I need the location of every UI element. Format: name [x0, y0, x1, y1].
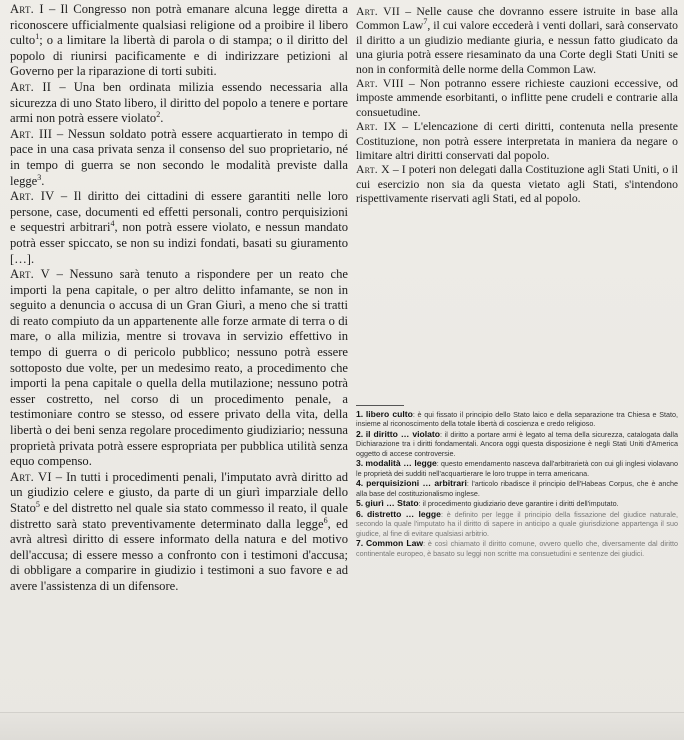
article-label: Art. I [10, 2, 44, 16]
footnote-text: : è così chiamato il diritto comune, ovvero quello che, diversamente dal diritto continentale europeo, è basato su leggi non scritte ma consuetudini e sentenze dei giudici. [356, 539, 678, 558]
footnote-ref: 6 [323, 515, 328, 525]
article-text: – Non potranno essere richieste cauzioni eccessive, od imposte ammende esorbitanti, o inflitte pene crudeli e contrarie alla consuetudine. [356, 77, 679, 119]
footnote-term: il diritto … violato [365, 428, 441, 439]
footnote [356, 499, 678, 508]
article-right_column-0 [356, 5, 678, 77]
article-text: – Il Congresso non potrà emanare alcuna legge diretta a riconoscere ufficialmente qualsiasi religione od a proibire il libero culto [10, 2, 349, 48]
footnote-term: Common Law [365, 538, 424, 549]
footnote-term: modalità … legge [365, 458, 437, 469]
footnote-ref: 5 [35, 499, 40, 509]
article-label: Art. VIII [356, 77, 404, 91]
article-label: Art. III [10, 126, 53, 141]
article-right_column-2 [356, 120, 678, 163]
footnote-term: giurì … Stato [365, 498, 419, 509]
footnote-ref: 3 [37, 172, 42, 182]
footnote-ref: 4 [110, 219, 115, 229]
footnotes [356, 405, 678, 559]
right-column [356, 5, 678, 207]
footnote-text: : è qui fissato il principio dello Stato laico e della separazione tra Chiesa e Stato, insieme al riconoscimento della totale libertà di coscienza e credo religioso. [356, 410, 678, 429]
article-text: – I poteri non delegati dalla Costituzione agli Stati Uniti, o il cui esercizio non sia da questa vietato agli Stati, s'intendono rispettivamente riservati agli Stati, ed al popolo. [356, 163, 679, 206]
article-text-cont: . [160, 111, 164, 126]
article-text: – Nessuno sarà tenuto a rispondere per un reato che importi la pena capitale, o per altro delitto infamante, se non in seguito a denuncia o accusa di un Gran Giurì, a meno che si tratti di reato compiuto da un appartenente alle forze armate di terra o di mare, o alla milizia, mentre si trovava in servizio effettivo in tempo di guerra o di pericolo pubblico; nessuno potrà essere sottoposto due volte, per un medesimo reato, a procedimento che importi la pena capitale o quella della mutilazione; nessuno potrà esser costretto, nel corso di un procedimento penale, a testimoniare contro se stesso, od essere privato della vita, della libertà o dei beni senza regolare procedimento giudiziario; nessuna proprietà privata potrà essere espropriata per pubblica utilità senza equo compenso. [10, 267, 348, 469]
footnote [356, 410, 678, 429]
footnote [356, 510, 678, 538]
footnote-number: 4. [356, 478, 364, 489]
footnote-number: 5. [356, 498, 364, 509]
footnote-term: libero culto [365, 409, 413, 419]
footnote-text: : questo emendamento nasceva dall'arbitrarietà con cui gli inglesi violavano le proprietà dei sudditi nell'acquartierare le loro truppe in terra americana. [356, 459, 679, 478]
article-text-cont: e del distretto nel quale sia stato commesso il reato, il quale distretto sarà stato preventivamente determinato dalla legge [10, 501, 348, 531]
footnote-number: 2. [356, 428, 364, 439]
article-label: Art. VI [10, 469, 52, 484]
footnote-term: distretto … legge [367, 508, 441, 519]
article-text-cont: , ed avrà altresì diritto di essere informato della natura e del motivo dell'accusa; di essere messo a confronto con i testimoni d'accusa; di obbligare a comparire in giudizio i testimoni a suo favore e ad avere l'assistenza di un difensore. [10, 516, 348, 593]
footnotes-list [356, 410, 678, 558]
article-left_column-2 [10, 127, 348, 189]
article-label: Art. X [356, 163, 390, 177]
article-label: Art. IX [356, 120, 397, 134]
article-label: Art. V [10, 267, 50, 282]
article-text: – Nelle cause che dovranno essere istruite in base alla Common Law [356, 5, 678, 33]
footnote [356, 539, 678, 558]
footnote-ref: 2 [156, 109, 161, 119]
left-column [10, 2, 348, 595]
footnote-number: 7. [356, 538, 364, 549]
article-text: – Nessun soldato potrà essere acquartierato in tempo di pace in una casa privata senza il consenso del suo proprietario, né in tempo di guerra se non secondo le modalità previste dalla legge [10, 126, 348, 188]
article-text-cont: ; o a limitare la libertà di parola o di stampa; o il diritto del popolo di riunirsi pacificamente e di indirizzare petizioni al Governo per la riparazione di torti subiti. [10, 33, 348, 79]
article-left_column-0 [10, 2, 348, 80]
article-text: – L'elencazione di certi diritti, contenuta nella presente Costituzione, non potrà essere interpretata in maniera da negare o limitare altri diritti conservati dal popolo. [356, 120, 678, 163]
article-text: – In tutti i procedimenti penali, l'imputato avrà diritto ad un giudizio celere e giusto, da parte di un giurì imparziale dello Stato [10, 469, 348, 515]
article-right_column-1 [356, 77, 678, 120]
footnote-number: 6. [356, 508, 364, 519]
article-label: Art. VII [356, 5, 400, 18]
footnote-text: : è definito per legge il principio della fissazione del giudice naturale, secondo la quale l'imputato ha il diritto di sapere in anticipo a quale giurisdizione appartenga il suo giudice, al fine di evitare qualsiasi arbitrio. [356, 509, 678, 538]
footnote-text: : l'articolo ribadisce il principio dell'Habeas Corpus, che è anche alla base del costituzionalismo inglese. [356, 479, 678, 498]
footnote [356, 479, 678, 498]
article-text: – Una ben ordinata milizia essendo necessaria alla sicurezza di uno Stato libero, il diritto del popolo a tenere e portare armi non potrà essere violato [10, 79, 349, 126]
article-text-cont: , il cui valore eccederà i venti dollari, sarà conservato il diritto a un giudizio mediante giuria, e nessun fatto giudicato da una giuria potrà essere riesaminato da una Corte degli Stati Uniti se non in conformità delle norme della Common Law. [356, 19, 678, 76]
footnotes-divider [356, 405, 404, 406]
article-left_column-5 [10, 470, 348, 595]
article-label: Art. II [10, 79, 52, 94]
footnote-number: 3. [356, 458, 364, 469]
article-left_column-4 [10, 267, 348, 470]
article-left_column-1 [10, 80, 348, 127]
article-text-cont: , non potrà essere violato, e nessun mandato potrà esser spiccato, se non su indizi fondati, basati su giuramento […]. [10, 220, 348, 266]
page-bottom-edge [0, 712, 684, 740]
footnote-ref: 7 [423, 17, 428, 27]
footnote-number: 1. [356, 409, 364, 419]
article-right_column-3 [356, 163, 678, 206]
footnote [356, 430, 678, 458]
footnote-text: : il procedimento giudiziario deve garantire i diritti dell'imputato. [418, 499, 619, 509]
article-text-cont: . [41, 173, 45, 188]
article-text: – Il diritto dei cittadini di essere garantiti nelle loro persone, case, documenti ed effetti personali, contro perquisizioni e sequestri arbitrari [10, 189, 348, 235]
footnote-term: perquisizioni … arbitrari [366, 478, 467, 489]
footnote-ref: 1 [35, 32, 40, 41]
footnote [356, 459, 678, 478]
footnote-text: : il diritto a portare armi è legato al tema della sicurezza, catalogata dalla Dichiarazione tra i diritti fondamentali. Ancora oggi questa disposizione è negli Stati Uniti d'America oggetto di accese controversie. [356, 429, 678, 458]
article-left_column-3 [10, 189, 348, 267]
article-label: Art. IV [10, 189, 55, 204]
